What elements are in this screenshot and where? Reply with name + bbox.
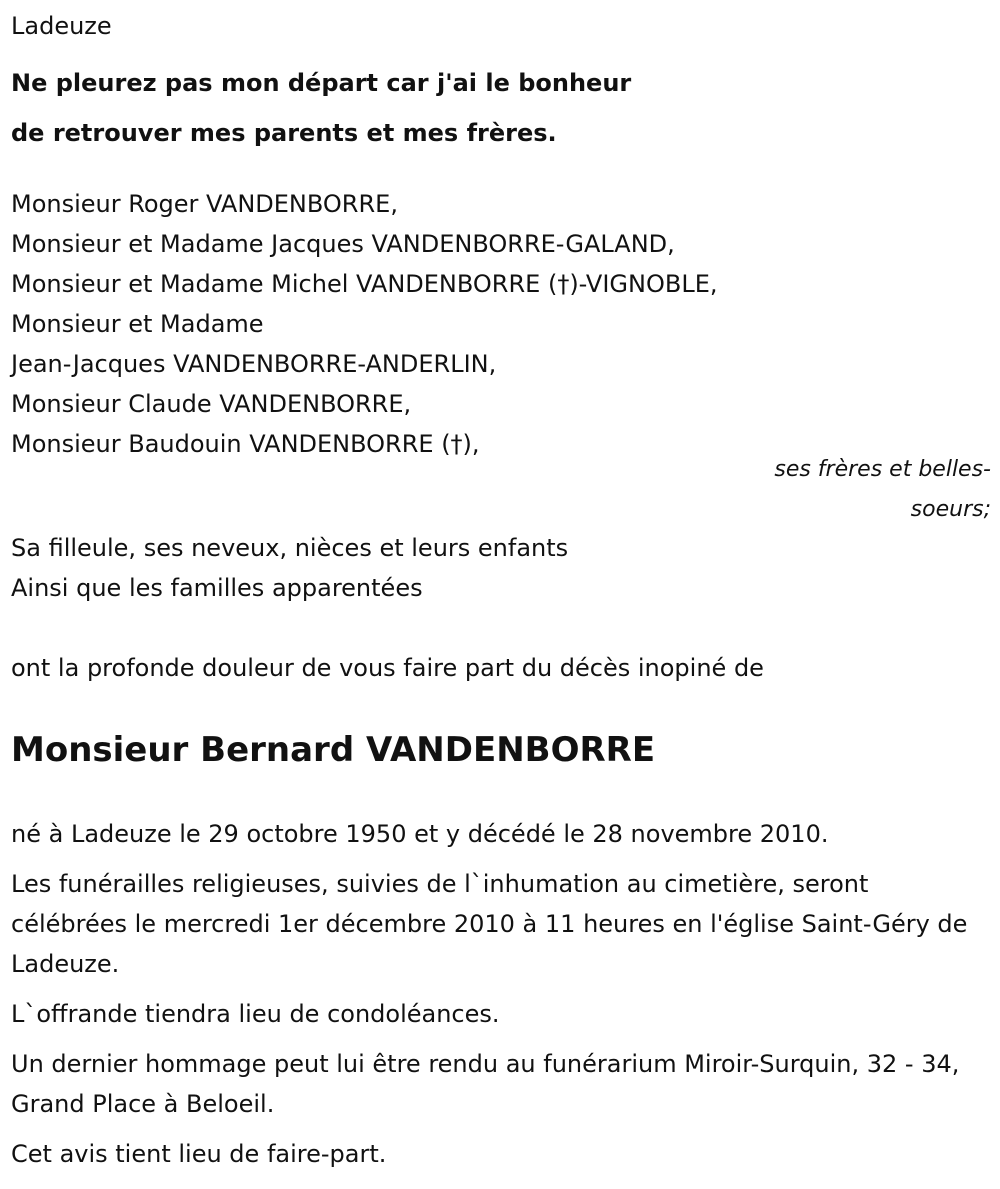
family-member: Monsieur Claude VANDENBORRE, (11, 390, 412, 418)
family-members-list (11, 184, 718, 464)
family-member: Monsieur et Madame Jacques VANDENBORRE-GALAND, (11, 230, 675, 258)
announcement-text: ont la profonde douleur de vous faire part du décès inopiné de (11, 654, 764, 682)
family-member: Monsieur et Madame Michel VANDENBORRE (†)-VIGNOBLE, (11, 270, 718, 298)
funeral-details (11, 814, 981, 1184)
viewing-info: Un dernier hommage peut lui être rendu au funérarium Miroir-Surquin, 32 - 34, Grand Place à Beloeil. (11, 1050, 960, 1118)
family-role-label: ses frères et belles-soeurs; (774, 457, 991, 522)
offering-note: L`offrande tiendra lieu de condoléances. (11, 1000, 500, 1028)
deceased-name: Monsieur Bernard VANDENBORRE (11, 730, 656, 770)
epitaph-line: de retrouver mes parents et mes frères. (11, 119, 557, 147)
birth-death-dates: né à Ladeuze le 29 octobre 1950 et y décédé le 28 novembre 2010. (11, 820, 829, 848)
family-member: Monsieur Roger VANDENBORRE, (11, 190, 398, 218)
family-member: Jean-Jacques VANDENBORRE-ANDERLIN, (11, 350, 497, 378)
funeral-service-info: Les funérailles religieuses, suivies de l`inhumation au cimetière, seront célébrées le mercredi 1er décembre 2010 à 11 heures en l'église Saint-Géry de Ladeuze. (11, 870, 968, 978)
closing-note: Cet avis tient lieu de faire-part. (11, 1140, 387, 1168)
other-relatives (11, 528, 568, 608)
family-member: Monsieur Baudouin VANDENBORRE (†), (11, 430, 480, 458)
relatives-line: Sa filleule, ses neveux, nièces et leurs enfants (11, 534, 569, 562)
epitaph-quote (11, 58, 631, 158)
epitaph-line: Ne pleurez pas mon départ car j'ai le bonheur (11, 69, 632, 97)
location-heading: Ladeuze (11, 12, 112, 40)
relatives-line: Ainsi que les familles apparentées (11, 574, 423, 602)
family-member: Monsieur et Madame (11, 310, 264, 338)
